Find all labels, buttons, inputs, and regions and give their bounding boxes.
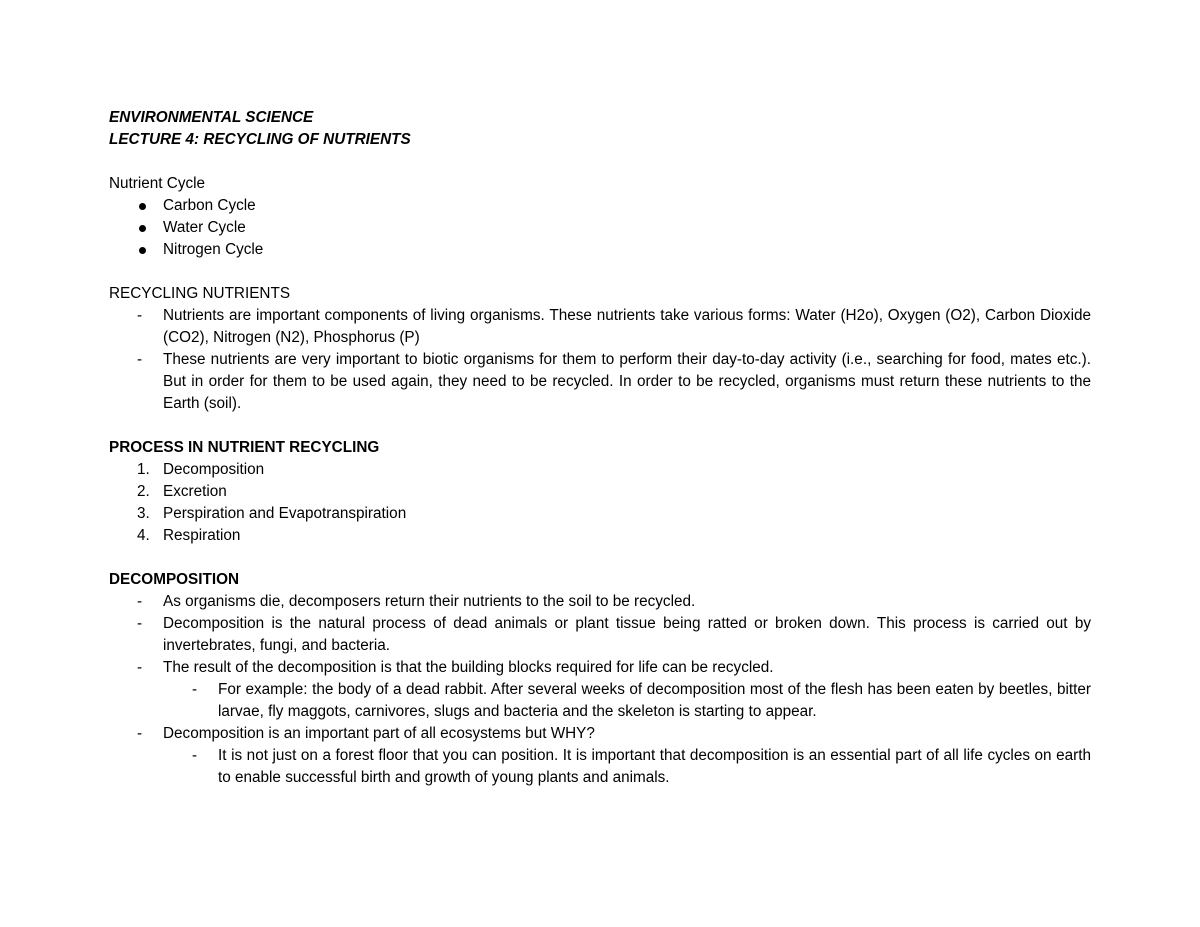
list-item-text: Perspiration and Evapotranspiration <box>163 505 407 522</box>
bullet-marker <box>109 239 163 261</box>
list-number: 2. <box>137 483 150 500</box>
list-item-text: These nutrients are very important to biotic organisms for them to perform their day-to-day activity (i.e., searching for food, mates etc.). But in order for them to be used again, they need to be recycled. In order to be recycled, organisms must return these nutrients to the Earth (soil). <box>163 351 1091 412</box>
dash-marker <box>109 591 163 613</box>
list-item <box>109 305 1091 349</box>
dash-glyph: - <box>137 351 143 368</box>
list-item-text: Respiration <box>163 527 241 544</box>
bullet-marker <box>109 217 163 239</box>
list-item <box>109 481 1091 503</box>
dash-glyph: - <box>192 747 198 764</box>
process-list <box>109 459 1091 547</box>
bullet-dot-icon <box>139 203 146 210</box>
nutrient-cycle-list <box>109 195 1091 261</box>
list-item <box>109 217 1091 239</box>
list-item <box>109 459 1091 481</box>
list-item <box>109 239 1091 261</box>
list-item <box>109 657 1091 679</box>
dash-marker <box>109 613 163 635</box>
spacer <box>109 415 1091 437</box>
bullet-dot-icon <box>139 247 146 254</box>
dash-marker <box>164 679 218 701</box>
list-item <box>109 503 1091 525</box>
recycling-nutrients-heading: RECYCLING NUTRIENTS <box>109 285 291 302</box>
list-item-text: The result of the decomposition is that the building blocks required for life can be recycled. <box>163 659 774 676</box>
list-number: 4. <box>137 527 150 544</box>
list-item <box>109 195 1091 217</box>
list-item-text: Nutrients are important components of living organisms. These nutrients take various forms: Water (H2o), Oxygen (O2), Carbon Dioxide (CO2), Nitrogen (N2), Phosphorus (P) <box>163 307 1091 346</box>
dash-marker <box>164 745 218 767</box>
number-marker <box>109 459 163 481</box>
spacer <box>109 151 1091 173</box>
course-title: ENVIRONMENTAL SCIENCE <box>109 109 314 126</box>
dash-marker <box>109 657 163 679</box>
number-marker <box>109 525 163 547</box>
dash-glyph: - <box>137 593 143 610</box>
number-marker <box>109 481 163 503</box>
list-item-text: Water Cycle <box>163 219 246 236</box>
list-item-text: Decomposition is the natural process of dead animals or plant tissue being ratted or broken down. This process is carried out by invertebrates, fungi, and bacteria. <box>163 615 1091 654</box>
bullet-marker <box>109 195 163 217</box>
list-item <box>109 591 1091 613</box>
list-item <box>109 525 1091 547</box>
lecture-title: LECTURE 4: RECYCLING OF NUTRIENTS <box>109 131 411 148</box>
dash-marker <box>109 349 163 371</box>
list-item <box>109 349 1091 415</box>
list-item <box>109 613 1091 657</box>
list-item-text: As organisms die, decomposers return their nutrients to the soil to be recycled. <box>163 593 696 610</box>
list-item-text: Decomposition <box>163 461 265 478</box>
bullet-dot-icon <box>139 225 146 232</box>
number-marker <box>109 503 163 525</box>
process-heading: PROCESS IN NUTRIENT RECYCLING <box>109 439 380 456</box>
spacer <box>109 547 1091 569</box>
list-item <box>109 723 1091 745</box>
sub-list-item <box>109 745 1091 789</box>
dash-glyph: - <box>137 307 143 324</box>
list-item-text: Nitrogen Cycle <box>163 241 264 258</box>
list-number: 1. <box>137 461 150 478</box>
dash-glyph: - <box>137 659 143 676</box>
decomposition-list <box>109 591 1091 789</box>
dash-marker <box>109 305 163 327</box>
decomposition-heading: DECOMPOSITION <box>109 571 240 588</box>
document-page <box>109 107 1091 789</box>
list-number: 3. <box>137 505 150 522</box>
dash-glyph: - <box>137 725 143 742</box>
sub-list-item <box>109 679 1091 723</box>
sub-list-item-text: For example: the body of a dead rabbit. After several weeks of decomposition most of the flesh has been eaten by beetles, bitter larvae, fly maggots, carnivores, slugs and bacteria and the skeleton is starting to appear. <box>218 681 1091 720</box>
list-item-text: Decomposition is an important part of all ecosystems but WHY? <box>163 725 595 742</box>
list-item-text: Excretion <box>163 483 227 500</box>
recycling-nutrients-list <box>109 305 1091 415</box>
list-item-text: Carbon Cycle <box>163 197 256 214</box>
sub-list-item-text: It is not just on a forest floor that you can position. It is important that decomposition is an essential part of all life cycles on earth to enable successful birth and growth of young plants and animals. <box>218 747 1091 786</box>
nutrient-cycle-heading: Nutrient Cycle <box>109 175 206 192</box>
spacer <box>109 261 1091 283</box>
dash-glyph: - <box>192 681 198 698</box>
dash-glyph: - <box>137 615 143 632</box>
dash-marker <box>109 723 163 745</box>
